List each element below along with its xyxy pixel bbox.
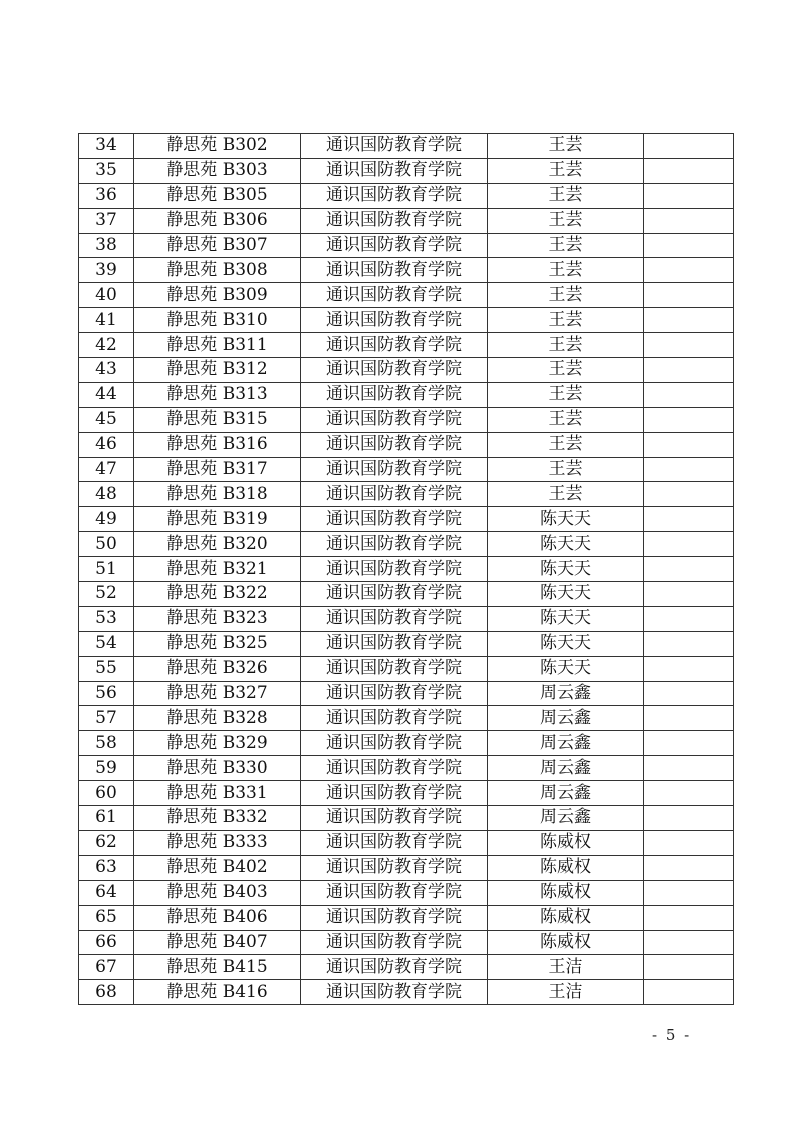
row-number-cell: 58 [79, 731, 134, 756]
college-cell: 通识国防教育学院 [301, 158, 488, 183]
table-row [79, 134, 734, 159]
note-cell [644, 706, 734, 731]
room-cell: 静思苑 B302 [134, 134, 301, 159]
person-cell: 陈天天 [488, 606, 644, 631]
person-cell: 周云鑫 [488, 756, 644, 781]
college-cell: 通识国防教育学院 [301, 407, 488, 432]
room-cell: 静思苑 B402 [134, 855, 301, 880]
table-row [79, 557, 734, 582]
row-number-cell: 37 [79, 208, 134, 233]
table-row [79, 656, 734, 681]
note-cell [644, 208, 734, 233]
college-cell: 通识国防教育学院 [301, 631, 488, 656]
note-cell [644, 382, 734, 407]
person-cell: 陈天天 [488, 582, 644, 607]
table-row [79, 830, 734, 855]
note-cell [644, 557, 734, 582]
room-cell: 静思苑 B313 [134, 382, 301, 407]
college-cell: 通识国防教育学院 [301, 283, 488, 308]
college-cell: 通识国防教育学院 [301, 955, 488, 980]
note-cell [644, 806, 734, 831]
note-cell [644, 507, 734, 532]
college-cell: 通识国防教育学院 [301, 606, 488, 631]
row-number-cell: 62 [79, 830, 134, 855]
row-number-cell: 42 [79, 333, 134, 358]
row-number-cell: 47 [79, 457, 134, 482]
college-cell: 通识国防教育学院 [301, 507, 488, 532]
table-row [79, 532, 734, 557]
note-cell [644, 756, 734, 781]
table-row [79, 781, 734, 806]
person-cell: 王芸 [488, 457, 644, 482]
note-cell [644, 905, 734, 930]
table-row [79, 183, 734, 208]
college-cell: 通识国防教育学院 [301, 333, 488, 358]
row-number-cell: 53 [79, 606, 134, 631]
note-cell [644, 158, 734, 183]
table-row [79, 158, 734, 183]
table-row [79, 507, 734, 532]
table-row [79, 880, 734, 905]
dorm-roster-table [78, 133, 734, 1005]
person-cell: 王芸 [488, 283, 644, 308]
table-row [79, 582, 734, 607]
note-cell [644, 855, 734, 880]
row-number-cell: 38 [79, 233, 134, 258]
note-cell [644, 930, 734, 955]
college-cell: 通识国防教育学院 [301, 382, 488, 407]
row-number-cell: 43 [79, 358, 134, 383]
room-cell: 静思苑 B305 [134, 183, 301, 208]
row-number-cell: 35 [79, 158, 134, 183]
room-cell: 静思苑 B315 [134, 407, 301, 432]
row-number-cell: 56 [79, 681, 134, 706]
row-number-cell: 49 [79, 507, 134, 532]
row-number-cell: 36 [79, 183, 134, 208]
person-cell: 王芸 [488, 134, 644, 159]
note-cell [644, 880, 734, 905]
person-cell: 王芸 [488, 158, 644, 183]
row-number-cell: 40 [79, 283, 134, 308]
person-cell: 陈威权 [488, 855, 644, 880]
college-cell: 通识国防教育学院 [301, 731, 488, 756]
college-cell: 通识国防教育学院 [301, 532, 488, 557]
room-cell: 静思苑 B311 [134, 333, 301, 358]
college-cell: 通识国防教育学院 [301, 457, 488, 482]
table-row [79, 382, 734, 407]
college-cell: 通识国防教育学院 [301, 233, 488, 258]
row-number-cell: 50 [79, 532, 134, 557]
row-number-cell: 41 [79, 308, 134, 333]
row-number-cell: 52 [79, 582, 134, 607]
room-cell: 静思苑 B323 [134, 606, 301, 631]
person-cell: 周云鑫 [488, 706, 644, 731]
note-cell [644, 457, 734, 482]
table-row [79, 855, 734, 880]
table-row [79, 258, 734, 283]
college-cell: 通识国防教育学院 [301, 208, 488, 233]
note-cell [644, 656, 734, 681]
table-row [79, 233, 734, 258]
college-cell: 通识国防教育学院 [301, 183, 488, 208]
person-cell: 王芸 [488, 407, 644, 432]
person-cell: 王芸 [488, 482, 644, 507]
note-cell [644, 482, 734, 507]
table-row [79, 905, 734, 930]
college-cell: 通识国防教育学院 [301, 806, 488, 831]
table-row [79, 806, 734, 831]
person-cell: 王芸 [488, 183, 644, 208]
row-number-cell: 51 [79, 557, 134, 582]
college-cell: 通识国防教育学院 [301, 905, 488, 930]
room-cell: 静思苑 B317 [134, 457, 301, 482]
college-cell: 通识国防教育学院 [301, 582, 488, 607]
note-cell [644, 830, 734, 855]
note-cell [644, 955, 734, 980]
room-cell: 静思苑 B316 [134, 432, 301, 457]
person-cell: 陈威权 [488, 830, 644, 855]
row-number-cell: 54 [79, 631, 134, 656]
room-cell: 静思苑 B332 [134, 806, 301, 831]
table-row [79, 457, 734, 482]
room-cell: 静思苑 B318 [134, 482, 301, 507]
room-cell: 静思苑 B303 [134, 158, 301, 183]
note-cell [644, 681, 734, 706]
table-row [79, 606, 734, 631]
person-cell: 陈天天 [488, 656, 644, 681]
person-cell: 陈天天 [488, 507, 644, 532]
college-cell: 通识国防教育学院 [301, 855, 488, 880]
row-number-cell: 45 [79, 407, 134, 432]
table-row [79, 432, 734, 457]
row-number-cell: 61 [79, 806, 134, 831]
row-number-cell: 65 [79, 905, 134, 930]
table-row [79, 208, 734, 233]
person-cell: 周云鑫 [488, 681, 644, 706]
table-row [79, 308, 734, 333]
note-cell [644, 333, 734, 358]
note-cell [644, 606, 734, 631]
row-number-cell: 63 [79, 855, 134, 880]
table-row [79, 955, 734, 980]
room-cell: 静思苑 B312 [134, 358, 301, 383]
row-number-cell: 44 [79, 382, 134, 407]
room-cell: 静思苑 B309 [134, 283, 301, 308]
person-cell: 王芸 [488, 258, 644, 283]
room-cell: 静思苑 B307 [134, 233, 301, 258]
college-cell: 通识国防教育学院 [301, 756, 488, 781]
note-cell [644, 407, 734, 432]
person-cell: 陈威权 [488, 930, 644, 955]
note-cell [644, 731, 734, 756]
college-cell: 通识国防教育学院 [301, 482, 488, 507]
note-cell [644, 358, 734, 383]
row-number-cell: 48 [79, 482, 134, 507]
person-cell: 王芸 [488, 382, 644, 407]
table-row [79, 333, 734, 358]
note-cell [644, 781, 734, 806]
college-cell: 通识国防教育学院 [301, 432, 488, 457]
college-cell: 通识国防教育学院 [301, 706, 488, 731]
room-cell: 静思苑 B306 [134, 208, 301, 233]
college-cell: 通识国防教育学院 [301, 656, 488, 681]
row-number-cell: 55 [79, 656, 134, 681]
person-cell: 周云鑫 [488, 806, 644, 831]
room-cell: 静思苑 B326 [134, 656, 301, 681]
row-number-cell: 39 [79, 258, 134, 283]
room-cell: 静思苑 B325 [134, 631, 301, 656]
person-cell: 王芸 [488, 432, 644, 457]
row-number-cell: 60 [79, 781, 134, 806]
college-cell: 通识国防教育学院 [301, 930, 488, 955]
note-cell [644, 980, 734, 1005]
college-cell: 通识国防教育学院 [301, 557, 488, 582]
room-cell: 静思苑 B328 [134, 706, 301, 731]
note-cell [644, 233, 734, 258]
person-cell: 陈威权 [488, 905, 644, 930]
row-number-cell: 57 [79, 706, 134, 731]
room-cell: 静思苑 B310 [134, 308, 301, 333]
college-cell: 通识国防教育学院 [301, 358, 488, 383]
room-cell: 静思苑 B320 [134, 532, 301, 557]
room-cell: 静思苑 B406 [134, 905, 301, 930]
room-cell: 静思苑 B416 [134, 980, 301, 1005]
person-cell: 陈天天 [488, 631, 644, 656]
table-row [79, 407, 734, 432]
person-cell: 王洁 [488, 980, 644, 1005]
note-cell [644, 432, 734, 457]
note-cell [644, 582, 734, 607]
college-cell: 通识国防教育学院 [301, 980, 488, 1005]
row-number-cell: 46 [79, 432, 134, 457]
note-cell [644, 134, 734, 159]
note-cell [644, 532, 734, 557]
college-cell: 通识国防教育学院 [301, 134, 488, 159]
room-cell: 静思苑 B330 [134, 756, 301, 781]
table-row [79, 930, 734, 955]
room-cell: 静思苑 B407 [134, 930, 301, 955]
note-cell [644, 283, 734, 308]
person-cell: 王芸 [488, 233, 644, 258]
person-cell: 王芸 [488, 333, 644, 358]
table-row [79, 681, 734, 706]
person-cell: 陈天天 [488, 532, 644, 557]
note-cell [644, 631, 734, 656]
note-cell [644, 183, 734, 208]
person-cell: 陈威权 [488, 880, 644, 905]
row-number-cell: 66 [79, 930, 134, 955]
room-cell: 静思苑 B403 [134, 880, 301, 905]
college-cell: 通识国防教育学院 [301, 880, 488, 905]
person-cell: 王芸 [488, 358, 644, 383]
room-cell: 静思苑 B331 [134, 781, 301, 806]
person-cell: 周云鑫 [488, 731, 644, 756]
room-cell: 静思苑 B415 [134, 955, 301, 980]
row-number-cell: 34 [79, 134, 134, 159]
page-number: - 5 - [652, 1026, 692, 1044]
row-number-cell: 59 [79, 756, 134, 781]
room-cell: 静思苑 B327 [134, 681, 301, 706]
college-cell: 通识国防教育学院 [301, 781, 488, 806]
table-row [79, 980, 734, 1005]
table-row [79, 731, 734, 756]
row-number-cell: 64 [79, 880, 134, 905]
table-row [79, 631, 734, 656]
room-cell: 静思苑 B308 [134, 258, 301, 283]
college-cell: 通识国防教育学院 [301, 830, 488, 855]
table-row [79, 283, 734, 308]
person-cell: 王洁 [488, 955, 644, 980]
note-cell [644, 308, 734, 333]
row-number-cell: 68 [79, 980, 134, 1005]
table-row [79, 482, 734, 507]
table-row [79, 706, 734, 731]
note-cell [644, 258, 734, 283]
college-cell: 通识国防教育学院 [301, 681, 488, 706]
college-cell: 通识国防教育学院 [301, 308, 488, 333]
room-cell: 静思苑 B319 [134, 507, 301, 532]
person-cell: 王芸 [488, 308, 644, 333]
room-cell: 静思苑 B333 [134, 830, 301, 855]
table-row [79, 756, 734, 781]
room-cell: 静思苑 B329 [134, 731, 301, 756]
person-cell: 王芸 [488, 208, 644, 233]
person-cell: 陈天天 [488, 557, 644, 582]
college-cell: 通识国防教育学院 [301, 258, 488, 283]
table-row [79, 358, 734, 383]
roster-table-body [79, 134, 734, 1005]
room-cell: 静思苑 B321 [134, 557, 301, 582]
person-cell: 周云鑫 [488, 781, 644, 806]
room-cell: 静思苑 B322 [134, 582, 301, 607]
row-number-cell: 67 [79, 955, 134, 980]
